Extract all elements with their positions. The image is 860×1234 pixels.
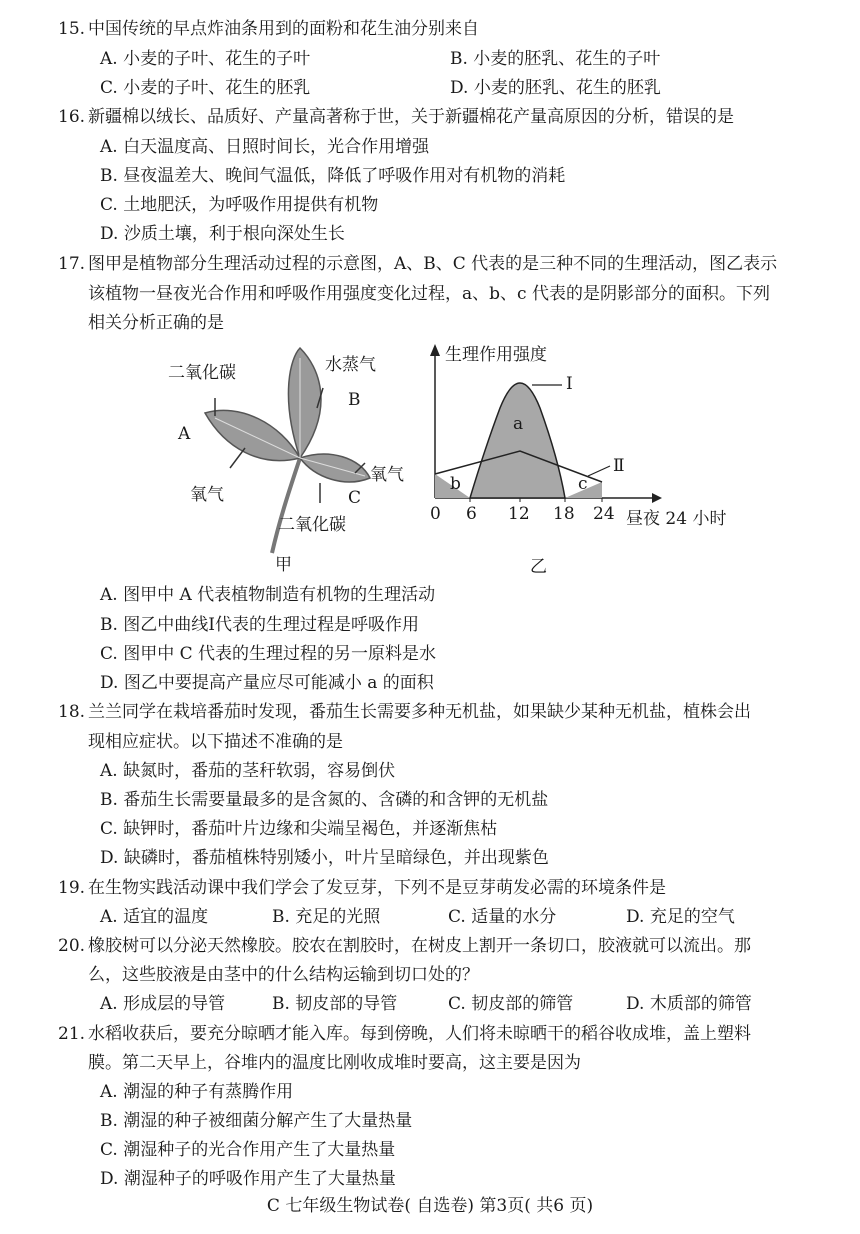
question-17-stem-line-2: 该植物一昼夜光合作用和呼吸作用强度变化过程，a、b、c 代表的是阴影部分的面积。下列: [88, 284, 770, 304]
question-16-option-c: C. 土地肥沃，为呼吸作用提供有机物: [100, 195, 379, 215]
question-21-option-d: D. 潮湿种子的呼吸作用产生了大量热量: [100, 1169, 396, 1189]
question-16-stem: 16. 新疆棉以绒长、品质好、产量高著称于世，关于新疆棉花产量高原因的分析，错误的是: [58, 107, 734, 127]
chart-ylabel: 生理作用强度: [445, 345, 547, 365]
question-20-option-a: A. 形成层的导管: [100, 994, 226, 1014]
question-20-option-d: D. 木质部的筛管: [626, 994, 752, 1014]
area-label-a: a: [513, 414, 524, 434]
question-21-option-a: A. 潮湿的种子有蒸腾作用: [100, 1082, 294, 1102]
label-water-vapor: 水蒸气: [325, 355, 376, 375]
question-18-option-a: A. 缺氮时，番茄的茎秆软弱，容易倒伏: [100, 761, 396, 781]
label-o2-left: 氧气: [190, 485, 224, 505]
question-20-stem-line-2: 么，这些胶液是由茎中的什么结构运输到切口处的？: [88, 965, 479, 985]
curve-label-1: Ⅰ: [566, 374, 573, 394]
question-21-stem-line-2: 膜。第二天早上，谷堆内的温度比刚收成堆时要高，这主要是因为: [88, 1053, 581, 1073]
question-18-option-c: C. 缺钾时，番茄叶片边缘和尖端呈褐色，并逐渐焦枯: [100, 819, 498, 839]
question-18-stem-line-2: 现相应症状。以下描述不准确的是: [88, 732, 343, 752]
question-21-stem: 21. 水稻收获后，要充分晾晒才能入库。每到傍晚，人们将未晾晒干的稻谷收成堆，盖上塑料: [58, 1024, 751, 1044]
page-footer: C 七年级生物试卷( 自选卷) 第3页( 共6 页): [266, 1196, 594, 1216]
label-co2-top: 二氧化碳: [168, 363, 236, 383]
label-o2-right: 氧气: [370, 465, 404, 485]
question-17-option-c: C. 图甲中 C 代表的生理过程的另一原料是水: [100, 644, 437, 664]
question-21-option-c: C. 潮湿种子的光合作用产生了大量热量: [100, 1140, 396, 1160]
question-16-option-d: D. 沙质土壤，利于根向深处生长: [100, 224, 345, 244]
area-label-b: b: [450, 474, 461, 494]
question-15-option-b: B. 小麦的胚乳、花生的子叶: [450, 49, 661, 69]
question-16-option-a: A. 白天温度高、日照时间长，光合作用增强: [100, 137, 430, 157]
question-16-option-b: B. 昼夜温差大、晚间气温低，降低了呼吸作用对有机物的消耗: [100, 166, 566, 186]
chart-xlabel: 昼夜 24 小时: [626, 509, 727, 529]
question-19-stem: 19. 在生物实践活动课中我们学会了发豆芽，下列不是豆芽萌发必需的环境条件是: [58, 878, 666, 898]
question-19-option-a: A. 适宜的温度: [100, 907, 209, 927]
caption-jia: 甲: [275, 555, 292, 575]
label-b: B: [348, 390, 361, 410]
question-15-option-c: C. 小麦的子叶、花生的胚乳: [100, 78, 311, 98]
tick-6: 6: [466, 504, 477, 524]
question-18-option-b: B. 番茄生长需要量最多的是含氮的、含磷的和含钾的无机盐: [100, 790, 549, 810]
question-20-option-c: C. 韧皮部的筛管: [448, 994, 574, 1014]
question-18-stem: 18. 兰兰同学在栽培番茄时发现，番茄生长需要多种无机盐，如果缺少某种无机盐，植株会出: [58, 702, 751, 722]
tick-12: 12: [508, 504, 530, 524]
label-a: A: [178, 424, 191, 444]
caption-yi: 乙: [530, 557, 547, 577]
question-17-option-b: B. 图乙中曲线Ⅰ代表的生理过程是呼吸作用: [100, 615, 420, 635]
label-c: C: [348, 488, 362, 508]
question-19-option-b: B. 充足的光照: [272, 907, 381, 927]
question-15-stem: 15. 中国传统的早点炸油条用到的面粉和花生油分别来自: [58, 19, 479, 39]
question-17-stem-line-3: 相关分析正确的是: [88, 313, 224, 333]
question-19-option-c: C. 适量的水分: [448, 907, 557, 927]
question-17-option-a: A. 图甲中 A 代表植物制造有机物的生理活动: [100, 585, 436, 605]
figure-17: [160, 338, 740, 583]
curve-label-2: Ⅱ: [613, 456, 625, 476]
tick-18: 18: [553, 504, 575, 524]
figure-yi-chart: [430, 338, 730, 583]
question-15-option-d: D. 小麦的胚乳、花生的胚乳: [450, 78, 661, 98]
question-15-option-a: A. 小麦的子叶、花生的子叶: [100, 49, 311, 69]
area-label-c: c: [578, 474, 588, 494]
question-17-stem: 17. 图甲是植物部分生理活动过程的示意图，A、B、C 代表的是三种不同的生理活动，图乙表示: [58, 254, 778, 274]
tick-24: 24: [593, 504, 615, 524]
question-19-option-d: D. 充足的空气: [626, 907, 735, 927]
question-20-option-b: B. 韧皮部的导管: [272, 994, 398, 1014]
tick-0: 0: [430, 504, 441, 524]
question-18-option-d: D. 缺磷时，番茄植株特别矮小，叶片呈暗绿色，并出现紫色: [100, 848, 549, 868]
question-21-option-b: B. 潮湿的种子被细菌分解产生了大量热量: [100, 1111, 413, 1131]
question-20-stem: 20. 橡胶树可以分泌天然橡胶。胶农在割胶时，在树皮上割开一条切口，胶液就可以流出。那: [58, 936, 751, 956]
label-co2-bottom: 二氧化碳: [278, 515, 346, 535]
question-17-option-d: D. 图乙中要提高产量应尽可能减小 a 的面积: [100, 673, 434, 693]
